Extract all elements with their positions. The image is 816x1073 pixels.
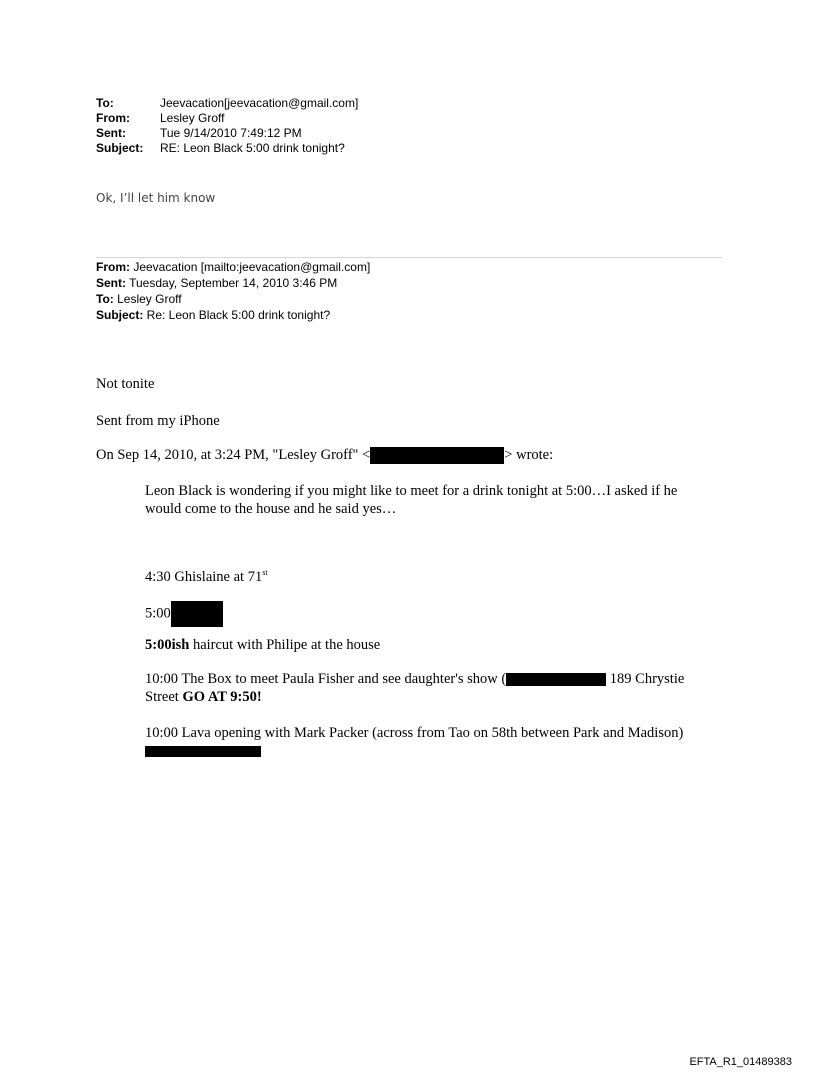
schedule-item-1-text: 4:30 Ghislaine at 71 bbox=[145, 569, 263, 585]
schedule-item-4-bold: GO AT 9:50! bbox=[182, 689, 262, 705]
q-from-value: Jeevacation [mailto:jeevacation@gmail.com] bbox=[130, 260, 371, 274]
q-from-label: From: bbox=[96, 260, 130, 274]
sent-value: Tue 9/14/2010 7:49:12 PM bbox=[160, 126, 302, 140]
redaction-block bbox=[171, 601, 223, 627]
divider bbox=[96, 257, 722, 258]
schedule-item-1-sup: st bbox=[262, 568, 268, 578]
message-line-2: Sent from my iPhone bbox=[96, 413, 220, 429]
email-header bbox=[96, 96, 358, 156]
schedule-item-1 bbox=[145, 568, 685, 586]
schedule-item-5 bbox=[145, 724, 685, 760]
from-label: From: bbox=[96, 111, 130, 125]
to-label: To: bbox=[96, 96, 114, 110]
q-sent-label: Sent: bbox=[96, 276, 126, 290]
message-line-1: Not tonite bbox=[96, 376, 155, 392]
schedule-item-2 bbox=[145, 601, 685, 627]
schedule-item-4-mid: 189 Chrystie Street bbox=[145, 671, 685, 705]
schedule-item-2-text: 5:00 bbox=[145, 605, 171, 622]
subject-value: RE: Leon Black 5:00 drink tonight? bbox=[160, 141, 345, 155]
q-subject-value: Re: Leon Black 5:00 drink tonight? bbox=[143, 308, 331, 322]
schedule-item-4-text: 10:00 The Box to meet Paula Fisher and see daughter's show ( bbox=[145, 671, 507, 687]
quoted-header bbox=[96, 259, 370, 323]
from-value: Lesley Groff bbox=[160, 111, 225, 125]
sent-label: Sent: bbox=[96, 126, 126, 140]
schedule-item-3-text: haircut with Philipe at the house bbox=[189, 637, 381, 653]
wrote-line bbox=[96, 446, 553, 464]
schedule-item-3-bold: 5:00ish bbox=[145, 637, 190, 653]
redaction-block bbox=[145, 746, 261, 757]
q-subject-label: Subject: bbox=[96, 308, 144, 322]
document-id: EFTA_R1_01489383 bbox=[689, 1056, 792, 1068]
to-value: Jeevacation[jeevacation@gmail.com] bbox=[160, 96, 359, 110]
schedule-item-3 bbox=[145, 636, 685, 654]
quoted-paragraph: Leon Black is wondering if you might like to meet for a drink tonight at 5:00…I asked if he would come to the house and he said yes… bbox=[145, 483, 678, 517]
q-to-label: To: bbox=[96, 292, 114, 306]
wrote-prefix: On Sep 14, 2010, at 3:24 PM, "Lesley Groff" < bbox=[96, 447, 371, 463]
redaction-block bbox=[506, 673, 606, 686]
q-to-value: Lesley Groff bbox=[113, 292, 182, 306]
reply-body: Ok, I’ll let him know bbox=[96, 191, 216, 205]
schedule-item-4 bbox=[145, 670, 685, 706]
q-sent-value: Tuesday, September 14, 2010 3:46 PM bbox=[126, 276, 338, 290]
wrote-suffix: > wrote: bbox=[504, 447, 554, 463]
subject-label: Subject: bbox=[96, 141, 144, 155]
redaction-block bbox=[370, 447, 504, 464]
schedule-item-5-text: 10:00 Lava opening with Mark Packer (across from Tao on 58th between Park and Madison) bbox=[145, 725, 684, 741]
